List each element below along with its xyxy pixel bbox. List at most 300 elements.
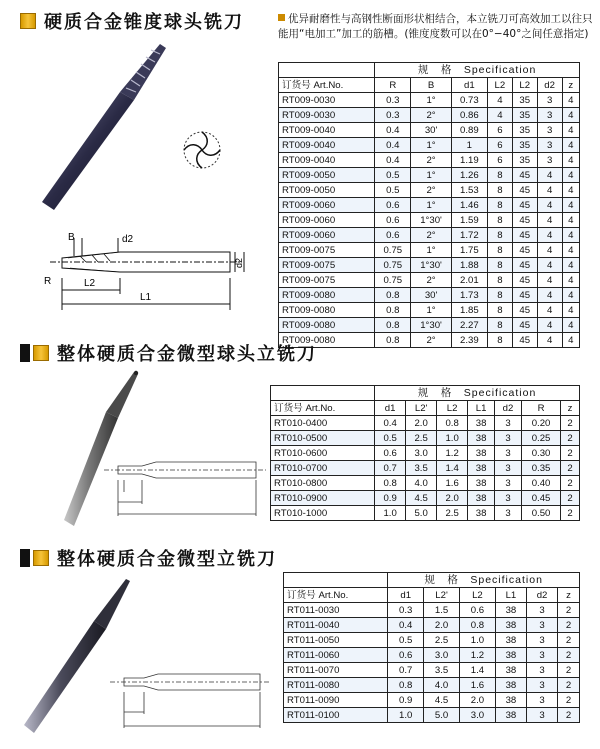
cell-artno: RT010-0700 [271, 461, 375, 476]
table-cell: 3 [495, 446, 522, 461]
col-header: z [562, 78, 579, 93]
table-cell: 0.6 [375, 198, 411, 213]
table-cell: 38 [495, 648, 526, 663]
table-cell: 3.0 [459, 708, 495, 723]
cell-artno: RT009-0060 [279, 213, 375, 228]
table-cell: 1.5 [424, 603, 460, 618]
table-cell: 3 [537, 108, 562, 123]
table-cell: 0.6 [388, 648, 424, 663]
cell-artno: RT010-0500 [271, 431, 375, 446]
table-cell: 38 [495, 618, 526, 633]
table-cell: 2.27 [451, 318, 487, 333]
table-cell: 4 [537, 273, 562, 288]
title-marker-icon [20, 344, 30, 362]
table-row [279, 153, 580, 168]
table-header-row [279, 78, 580, 93]
cell-artno: RT009-0080 [279, 318, 375, 333]
table-cell: 0.6 [375, 446, 406, 461]
section1-spec-table [278, 62, 580, 348]
cell-artno: RT009-0040 [279, 138, 375, 153]
table-cell: 0.8 [375, 318, 411, 333]
cell-artno: RT009-0080 [279, 288, 375, 303]
table-cell: 1.26 [451, 168, 487, 183]
table-cell: 38 [468, 476, 495, 491]
dim-label-d2-vertical: d2 [234, 257, 244, 268]
table-cell: 1.4 [437, 461, 468, 476]
cell-artno: RT009-0040 [279, 123, 375, 138]
spec-group-header: 规 格 Specification [375, 386, 580, 401]
table-cell: 2° [411, 108, 451, 123]
cell-artno: RT009-0060 [279, 198, 375, 213]
table-cell: 35 [512, 123, 537, 138]
table-cell: 2 [558, 678, 580, 693]
table-cell: 2 [561, 476, 580, 491]
table-cell: 4 [537, 258, 562, 273]
table-cell: 0.40 [521, 476, 560, 491]
table-cell: 4 [537, 333, 562, 348]
table-body [271, 416, 580, 521]
table-cell: 1.0 [375, 506, 406, 521]
table-cell: 0.45 [521, 491, 560, 506]
table-cell: 8 [487, 288, 512, 303]
cell-artno: RT011-0070 [284, 663, 388, 678]
table-row [284, 648, 580, 663]
table-cell: 2 [558, 603, 580, 618]
table-cell: 2 [558, 708, 580, 723]
col-header: L2 [512, 78, 537, 93]
cell-artno: RT011-0090 [284, 693, 388, 708]
section1-note: 优异耐磨性与高钢性断面形状相结合，本立铣刀可高效加工以往只能用“电加工”加工的筋槽。(锥度度数可以在0°−40°之间任意指定) [278, 13, 593, 40]
table-cell: 0.75 [375, 258, 411, 273]
cell-artno: RT011-0100 [284, 708, 388, 723]
section2-technical-drawing [96, 452, 271, 524]
table-cell: 0.8 [375, 288, 411, 303]
table-cell: 1° [411, 243, 451, 258]
cross-section-icon [180, 128, 224, 172]
col-header: z [558, 588, 580, 603]
cell-artno: RT009-0075 [279, 258, 375, 273]
table-cell: 8 [487, 213, 512, 228]
table-cell: 4 [562, 318, 579, 333]
table-cell: 2 [561, 416, 580, 431]
table-cell: 4 [562, 138, 579, 153]
table-cell: 3.5 [424, 663, 460, 678]
table-row [279, 258, 580, 273]
cell-artno: RT010-0800 [271, 476, 375, 491]
table-cell: 4 [562, 183, 579, 198]
table-cell: 38 [468, 431, 495, 446]
cell-artno: RT011-0030 [284, 603, 388, 618]
title-marker-icon [33, 345, 49, 361]
table-row [279, 108, 580, 123]
table-cell: 8 [487, 228, 512, 243]
table-cell: 35 [512, 138, 537, 153]
table-cell: 4 [537, 318, 562, 333]
table-cell: 0.7 [388, 663, 424, 678]
table-cell: 0.3 [375, 108, 411, 123]
tapered-ball-end-mill-image [20, 40, 170, 220]
section2-spec-table [270, 385, 580, 521]
table-cell: 3 [495, 431, 522, 446]
table-row [271, 461, 580, 476]
table-cell: 3 [526, 618, 557, 633]
col-header: d2 [537, 78, 562, 93]
cell-artno: RT009-0030 [279, 108, 375, 123]
title-marker-icon [33, 550, 49, 566]
spec-group-header: 规 格 Specification [388, 573, 580, 588]
table-cell: 2.0 [424, 618, 460, 633]
cell-artno: RT009-0075 [279, 243, 375, 258]
table-cell: 3 [526, 648, 557, 663]
table-cell: 3 [526, 603, 557, 618]
section3-title: 整体硬质合金微型立铣刀 [20, 545, 277, 571]
col-header: R [521, 401, 560, 416]
col-header: L2 [437, 401, 468, 416]
table-cell: 4 [562, 243, 579, 258]
table-cell: 1.6 [459, 678, 495, 693]
cell-artno: RT010-0600 [271, 446, 375, 461]
table-cell: 0.75 [375, 243, 411, 258]
col-header-artno: 订货号 Art.No. [279, 78, 375, 93]
table-cell: 0.8 [375, 333, 411, 348]
cell-artno: RT010-0900 [271, 491, 375, 506]
table-cell: 3 [495, 476, 522, 491]
table-cell: 0.3 [388, 603, 424, 618]
table-cell: 1.0 [388, 708, 424, 723]
table-row [279, 183, 580, 198]
table-cell: 0.30 [521, 446, 560, 461]
table-cell: 5.0 [406, 506, 437, 521]
table-cell: 4.5 [406, 491, 437, 506]
table-cell: 6 [487, 153, 512, 168]
table-cell: 0.8 [375, 303, 411, 318]
col-header: d2 [526, 588, 557, 603]
table-cell: 0.9 [388, 693, 424, 708]
table-cell: 0.35 [521, 461, 560, 476]
table-cell: 1.75 [451, 243, 487, 258]
table-cell: 0.3 [375, 93, 411, 108]
table-cell: 0.86 [451, 108, 487, 123]
table-cell: 8 [487, 183, 512, 198]
table-cell: 38 [495, 708, 526, 723]
table-cell: 2° [411, 183, 451, 198]
table-cell: 45 [512, 168, 537, 183]
table-cell: 38 [468, 506, 495, 521]
dim-label-l2: L2 [84, 278, 96, 289]
table-cell: 45 [512, 258, 537, 273]
table-cell: 4 [562, 288, 579, 303]
table-cell: 3 [495, 416, 522, 431]
table-cell: 45 [512, 333, 537, 348]
table-row [284, 603, 580, 618]
table-cell: 0.5 [388, 633, 424, 648]
table-cell: 4 [537, 243, 562, 258]
table-cell: 38 [495, 633, 526, 648]
table-cell: 3 [526, 663, 557, 678]
cell-artno: RT009-0075 [279, 273, 375, 288]
table-cell: 1.19 [451, 153, 487, 168]
table-body [279, 93, 580, 348]
table-cell: 0.5 [375, 431, 406, 446]
table-cell: 35 [512, 108, 537, 123]
table-cell: 4 [562, 153, 579, 168]
table-cell: 4 [562, 303, 579, 318]
table-cell: 4 [562, 168, 579, 183]
table-cell: 1.2 [459, 648, 495, 663]
table-cell: 45 [512, 288, 537, 303]
table-cell: 38 [468, 491, 495, 506]
table-cell: 1° [411, 198, 451, 213]
table-cell: 4 [562, 273, 579, 288]
table-cell: 1.0 [437, 431, 468, 446]
table-cell: 35 [512, 153, 537, 168]
table-row [279, 168, 580, 183]
table-cell: 38 [468, 461, 495, 476]
table-cell: 2.0 [437, 491, 468, 506]
table-cell: 0.4 [388, 618, 424, 633]
section3-spec-table [283, 572, 580, 723]
table-header-row [284, 588, 580, 603]
table-cell: 1.72 [451, 228, 487, 243]
table-cell: 1.0 [459, 633, 495, 648]
cell-artno: RT009-0080 [279, 303, 375, 318]
section1-technical-drawing [40, 228, 250, 316]
table-cell: 1.53 [451, 183, 487, 198]
table-cell: 3 [495, 491, 522, 506]
cell-artno: RT011-0040 [284, 618, 388, 633]
table-cell: 1° [411, 138, 451, 153]
table-row [284, 663, 580, 678]
table-cell: 0.9 [375, 491, 406, 506]
cell-artno: RT010-0400 [271, 416, 375, 431]
table-cell: 2.5 [437, 506, 468, 521]
table-cell: 2 [558, 618, 580, 633]
table-cell: 1°30' [411, 258, 451, 273]
table-row [279, 318, 580, 333]
table-cell: 0.25 [521, 431, 560, 446]
col-header: d2 [495, 401, 522, 416]
table-cell: 45 [512, 183, 537, 198]
table-row [279, 333, 580, 348]
section3-technical-drawing [104, 664, 274, 736]
table-cell: 8 [487, 303, 512, 318]
cell-artno: RT009-0050 [279, 183, 375, 198]
table-cell: 8 [487, 243, 512, 258]
table-header-row [271, 401, 580, 416]
table-cell: 30' [411, 288, 451, 303]
table-cell: 0.8 [375, 476, 406, 491]
cell-artno: RT010-1000 [271, 506, 375, 521]
table-row [279, 303, 580, 318]
table-row [279, 93, 580, 108]
table-cell: 1°30' [411, 213, 451, 228]
table-row [284, 618, 580, 633]
table-cell: 45 [512, 198, 537, 213]
table-row [279, 123, 580, 138]
table-cell: 2 [561, 491, 580, 506]
table-cell: 3 [526, 678, 557, 693]
table-cell: 3.0 [424, 648, 460, 663]
table-cell: 4 [562, 93, 579, 108]
col-header: L1 [468, 401, 495, 416]
table-cell: 0.89 [451, 123, 487, 138]
table-cell: 4 [562, 108, 579, 123]
table-cell: 4 [562, 258, 579, 273]
table-cell: 0.50 [521, 506, 560, 521]
table-row [279, 228, 580, 243]
table-cell: 0.5 [375, 183, 411, 198]
col-header: d1 [388, 588, 424, 603]
table-cell: 0.7 [375, 461, 406, 476]
table-cell: 3 [526, 633, 557, 648]
table-cell: 0.4 [375, 123, 411, 138]
table-cell: 4 [537, 303, 562, 318]
table-cell: 3 [537, 138, 562, 153]
table-cell: 3 [526, 693, 557, 708]
table-cell: 2° [411, 153, 451, 168]
table-cell: 2 [561, 431, 580, 446]
table-cell: 4 [487, 93, 512, 108]
table-cell: 3.0 [406, 446, 437, 461]
cell-artno: RT011-0050 [284, 633, 388, 648]
cell-artno: RT011-0060 [284, 648, 388, 663]
table-cell: 1°30' [411, 318, 451, 333]
table-cell: 4 [562, 333, 579, 348]
table-cell: 4 [537, 168, 562, 183]
table-row [279, 288, 580, 303]
table-cell: 0.8 [388, 678, 424, 693]
table-cell: 1.88 [451, 258, 487, 273]
table-cell: 2 [561, 446, 580, 461]
col-header: L2' [424, 588, 460, 603]
spec-group-header: 规 格 Specification [375, 63, 580, 78]
table-cell: 5.0 [424, 708, 460, 723]
col-header: L1 [495, 588, 526, 603]
table-cell: 4 [562, 213, 579, 228]
table-cell: 45 [512, 318, 537, 333]
table-cell: 2 [558, 693, 580, 708]
table-row [279, 213, 580, 228]
table-row [284, 708, 580, 723]
table-cell: 3.5 [406, 461, 437, 476]
table-cell: 2.39 [451, 333, 487, 348]
table-cell: 8 [487, 318, 512, 333]
table-cell: 0.4 [375, 138, 411, 153]
table-cell: 4 [537, 198, 562, 213]
title-marker-icon [20, 549, 30, 567]
table-cell: 4 [562, 123, 579, 138]
table-cell: 4 [537, 288, 562, 303]
table-cell: 2.5 [424, 633, 460, 648]
table-cell: 1° [411, 168, 451, 183]
table-cell: 2 [558, 633, 580, 648]
table-cell: 38 [495, 663, 526, 678]
table-cell: 4 [537, 213, 562, 228]
table-row [279, 138, 580, 153]
cell-artno: RT009-0060 [279, 228, 375, 243]
table-cell: 1° [411, 303, 451, 318]
table-cell: 8 [487, 168, 512, 183]
col-header-artno: 订货号 Art.No. [271, 401, 375, 416]
section1-title: 硬质合金锥度球头铣刀 [20, 8, 244, 34]
table-cell: 45 [512, 303, 537, 318]
table-cell: 4 [537, 228, 562, 243]
table-cell: 0.6 [375, 228, 411, 243]
table-cell: 38 [495, 693, 526, 708]
table-cell: 4.5 [424, 693, 460, 708]
table-cell: 1.46 [451, 198, 487, 213]
col-header: L2 [487, 78, 512, 93]
table-cell: 2 [558, 663, 580, 678]
table-row [284, 633, 580, 648]
table-cell: 3 [537, 153, 562, 168]
table-cell: 4.0 [406, 476, 437, 491]
table-cell: 2° [411, 273, 451, 288]
col-header: d1 [451, 78, 487, 93]
table-cell: 38 [495, 603, 526, 618]
table-cell: 4 [487, 108, 512, 123]
dim-label-r: R [44, 276, 52, 287]
table-cell: 2.0 [406, 416, 437, 431]
bullet-icon [278, 14, 285, 21]
cell-artno: RT009-0080 [279, 333, 375, 348]
table-cell: 45 [512, 273, 537, 288]
table-cell: 0.5 [375, 168, 411, 183]
table-row [271, 506, 580, 521]
table-cell: 2 [561, 506, 580, 521]
table-cell: 6 [487, 138, 512, 153]
title-marker-icon [20, 13, 36, 29]
table-cell: 2.0 [459, 693, 495, 708]
table-row [271, 431, 580, 446]
table-cell: 8 [487, 273, 512, 288]
table-cell: 4 [562, 228, 579, 243]
table-cell: 0.8 [437, 416, 468, 431]
table-cell: 3 [537, 123, 562, 138]
col-header: R [375, 78, 411, 93]
table-cell: 1 [451, 138, 487, 153]
table-row [271, 491, 580, 506]
table-row [284, 693, 580, 708]
table-cell: 45 [512, 243, 537, 258]
col-header: L2 [459, 588, 495, 603]
table-cell: 45 [512, 213, 537, 228]
section2-title: 整体硬质合金微型球头立铣刀 [20, 340, 317, 366]
table-cell: 0.73 [451, 93, 487, 108]
table-cell: 0.8 [459, 618, 495, 633]
table-cell: 3 [537, 93, 562, 108]
table-cell: 2.01 [451, 273, 487, 288]
table-cell: 4 [562, 198, 579, 213]
table-cell: 45 [512, 228, 537, 243]
table-cell: 2° [411, 333, 451, 348]
table-cell: 0.6 [459, 603, 495, 618]
col-header: B [411, 78, 451, 93]
col-header: L2' [406, 401, 437, 416]
table-cell: 0.20 [521, 416, 560, 431]
col-header: z [561, 401, 580, 416]
table-cell: 8 [487, 198, 512, 213]
table-cell: 1.6 [437, 476, 468, 491]
table-cell: 2 [561, 461, 580, 476]
table-cell: 0.4 [375, 416, 406, 431]
table-cell: 3 [495, 506, 522, 521]
table-cell: 4 [537, 183, 562, 198]
table-body [284, 603, 580, 723]
table-row [279, 198, 580, 213]
table-cell: 8 [487, 333, 512, 348]
table-cell: 0.6 [375, 213, 411, 228]
